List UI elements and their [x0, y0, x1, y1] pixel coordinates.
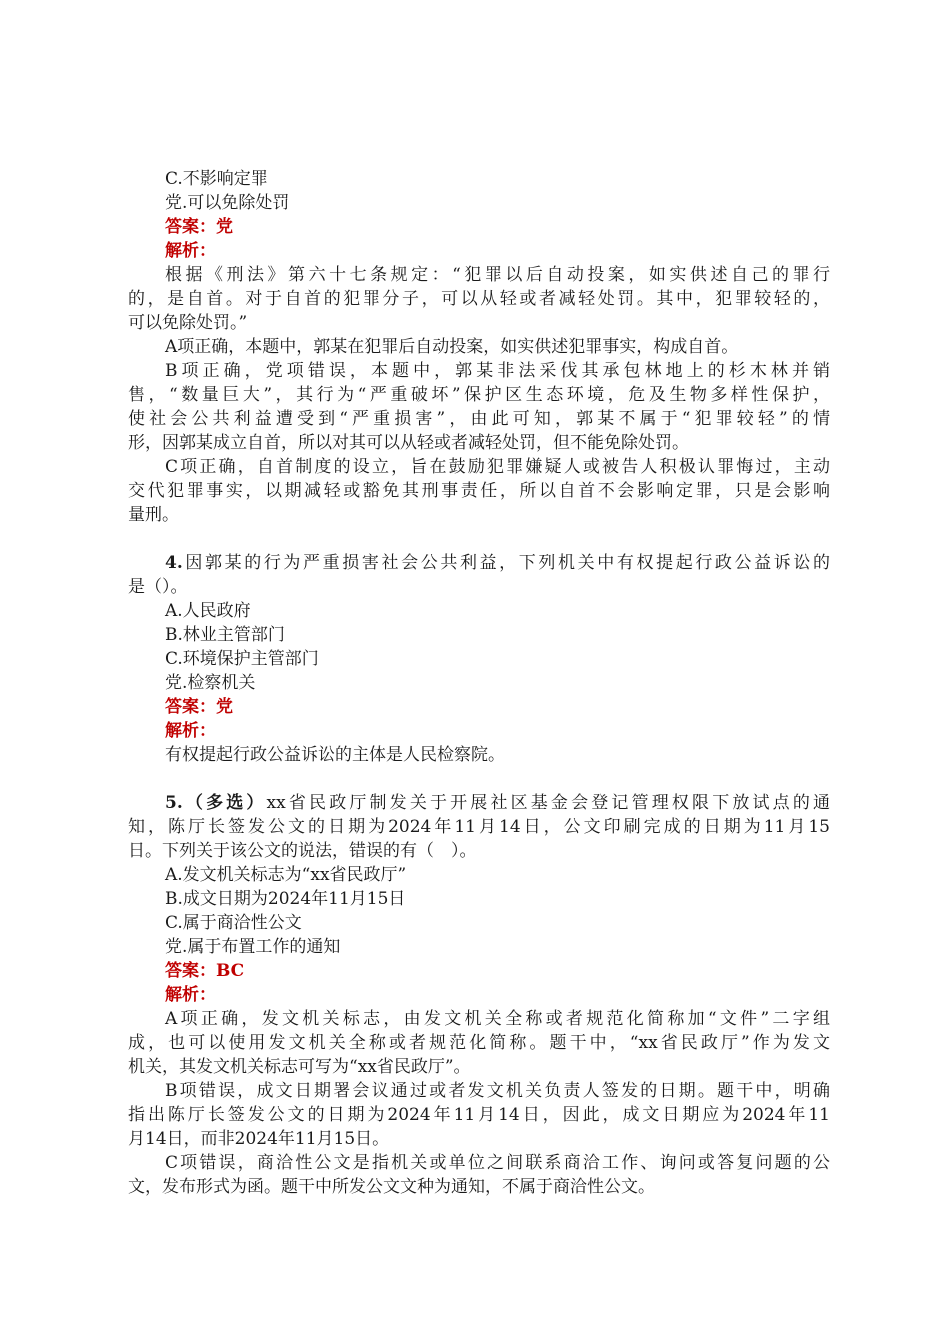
q5-stem-line: [165, 791, 830, 816]
q5-option-c: C.属于商洽性公文: [165, 913, 302, 933]
q4-stem-text: 因郭某的行为严重损害社会公共利益，下列机关中有权提起行政公益诉讼的: [182, 553, 830, 573]
q5-number: 5.: [165, 793, 183, 813]
q5-analysis-label: 解析：: [165, 985, 216, 1005]
q4-stem-line: [165, 551, 830, 576]
q5-stem-line: 知，陈厅长签发公文的日期为2024年11月14日，公文印刷完成的日期为11月15: [128, 817, 830, 837]
q5-multi-select-tag: （多选）: [182, 793, 267, 813]
q4-analysis-text: 有权提起行政公益诉讼的主体是人民检察院。: [165, 745, 505, 765]
q4-option-a: A.人民政府: [165, 601, 251, 621]
q5-analysis-line: 文，发布形式为函。题干中所发公文文种为通知，不属于商洽性公文。: [128, 1177, 655, 1197]
q3-analysis-label: 解析：: [165, 241, 216, 261]
q3-analysis-line: B项正确，党项错误，本题中，郭某非法采伐其承包林地上的杉木林并销: [165, 361, 830, 381]
q3-analysis-line: 交代犯罪事实，以期减轻或豁免其刑事责任，所以自首不会影响定罪，只是会影响: [128, 481, 830, 501]
q5-stem-text: xx省民政厅制发关于开展社区基金会登记管理权限下放试点的通: [266, 793, 830, 813]
q3-answer: 答案：党: [165, 217, 233, 237]
q4-analysis-label: 解析：: [165, 721, 216, 741]
q3-analysis-line: A项正确，本题中，郭某在犯罪后自动投案，如实供述犯罪事实，构成自首。: [165, 337, 739, 357]
q5-analysis-line: A项正确，发文机关标志，由发文机关全称或者规范化简称加“文件”二字组: [165, 1009, 830, 1029]
q4-option-c: C.环境保护主管部门: [165, 649, 319, 669]
q5-analysis-line: 机关，其发文机关标志可写为“xx省民政厅”。: [128, 1057, 471, 1077]
q4-option-b: B.林业主管部门: [165, 625, 285, 645]
q3-analysis-line: 形，因郭某成立自首，所以对其可以从轻或者减轻处罚，但不能免除处罚。: [128, 433, 689, 453]
q3-analysis-line: C项正确，自首制度的设立，旨在鼓励犯罪嫌疑人或被告人积极认罪悔过，主动: [165, 457, 830, 477]
q5-analysis-line: 成，也可以使用发文机关全称或者规范化简称。题干中，“xx省民政厅”作为发文: [128, 1033, 830, 1053]
q4-answer: 答案：党: [165, 697, 233, 717]
q4-number: 4.: [165, 553, 183, 573]
q3-analysis-line: 量刑。: [128, 505, 179, 525]
q5-analysis-line: C项错误，商洽性公文是指机关或单位之间联系商洽工作、询问或答复问题的公: [165, 1153, 830, 1173]
q3-option-c: C.不影响定罪: [165, 169, 268, 189]
q5-stem-line: 日。下列关于该公文的说法，错误的有（ ）。: [128, 841, 477, 861]
q5-option-b: B.成文日期为2024年11月15日: [165, 889, 406, 909]
q3-analysis-line: 使社会公共利益遭受到“严重损害”，由此可知，郭某不属于“犯罪较轻”的情: [128, 409, 830, 429]
q5-analysis-line: B项错误，成文日期署会议通过或者发文机关负责人签发的日期。题干中，明确: [165, 1081, 830, 1101]
q4-option-d: 党.检察机关: [165, 673, 256, 693]
q3-option-d: 党.可以免除处罚: [165, 193, 290, 213]
q3-analysis-line: 可以免除处罚。”: [128, 313, 248, 333]
q4-stem-line: 是（）。: [128, 577, 188, 597]
q5-analysis-line: 月14日，而非2024年11月15日。: [128, 1129, 390, 1149]
q5-answer: 答案：BC: [165, 961, 245, 981]
q5-option-d: 党.属于布置工作的通知: [165, 937, 341, 957]
q3-analysis-line: 售，“数量巨大”，其行为“严重破坏”保护区生态环境，危及生物多样性保护，: [128, 385, 830, 405]
q5-analysis-line: 指出陈厅长签发公文的日期为2024年11月14日，因此，成文日期应为2024年11: [128, 1105, 830, 1125]
q3-analysis-line: 的，是自首。对于自首的犯罪分子，可以从轻或者减轻处罚。其中，犯罪较轻的，: [128, 289, 830, 309]
q3-analysis-line: 根据《刑法》第六十七条规定：“犯罪以后自动投案，如实供述自己的罪行: [165, 265, 830, 285]
q5-option-a: A.发文机关标志为“xx省民政厅”: [165, 865, 407, 885]
